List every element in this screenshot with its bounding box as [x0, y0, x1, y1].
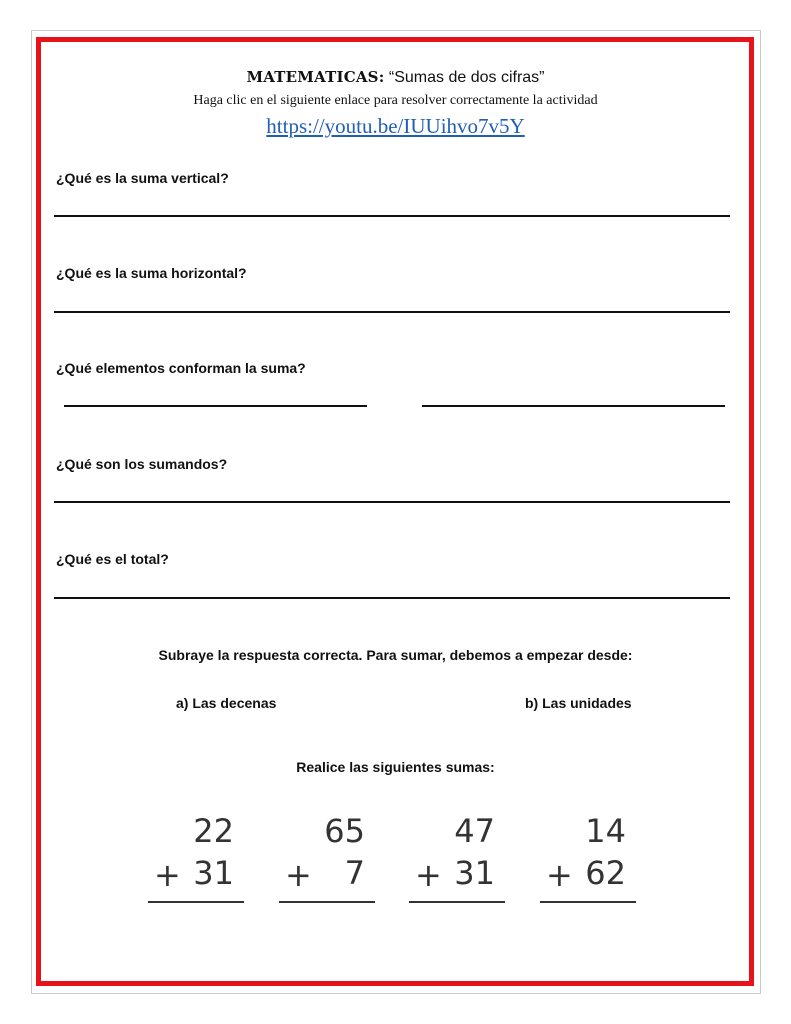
- answer-line-2[interactable]: [54, 311, 730, 313]
- sum-3-bottom: 31: [454, 854, 495, 892]
- sum-2-top: 65: [324, 812, 365, 850]
- sum-1: [148, 812, 244, 904]
- underline-prompt: Subraye la respuesta correcta. Para sumar, debemos a empezar desde:: [158, 647, 633, 663]
- sum-4-bottom: 62: [585, 854, 626, 892]
- sum-1-bottom: 31: [193, 854, 234, 892]
- title-subject: MATEMATICAS:: [246, 68, 385, 86]
- sums-title: Realice las siguientes sumas:: [296, 759, 495, 775]
- question-horizontal-sum: ¿Qué es la suma horizontal?: [56, 265, 247, 281]
- plus-sign: +: [285, 856, 312, 894]
- instruction-text: Haga clic en el siguiente enlace para resolver correctamente la actividad: [193, 93, 598, 108]
- sum-1-top: 22: [193, 812, 234, 850]
- plus-sign: +: [154, 856, 181, 894]
- sum-3: [409, 812, 505, 904]
- option-a[interactable]: a) Las decenas: [176, 695, 277, 711]
- answer-line-3b[interactable]: [422, 405, 725, 407]
- sum-4: [540, 812, 636, 904]
- sum-1-answer-bar[interactable]: [148, 901, 244, 903]
- sum-3-answer-bar[interactable]: [409, 901, 505, 903]
- video-link[interactable]: https://youtu.be/IUUihvo7v5Y: [266, 114, 525, 138]
- question-sum-elements: ¿Qué elementos conforman la suma?: [56, 360, 306, 376]
- option-b[interactable]: b) Las unidades: [525, 695, 632, 711]
- plus-sign: +: [546, 856, 573, 894]
- worksheet-title: [40, 68, 751, 87]
- question-addends: ¿Qué son los sumandos?: [56, 456, 228, 472]
- question-vertical-sum: ¿Qué es la suma vertical?: [56, 170, 229, 186]
- answer-line-1[interactable]: [54, 215, 730, 217]
- sum-3-top: 47: [454, 812, 495, 850]
- sum-2-answer-bar[interactable]: [279, 901, 375, 903]
- link-container: [40, 114, 751, 139]
- sum-4-top: 14: [585, 812, 626, 850]
- sum-4-answer-bar[interactable]: [540, 901, 636, 903]
- sum-2-bottom: 7: [344, 854, 365, 892]
- plus-sign: +: [415, 856, 442, 894]
- answer-line-5[interactable]: [54, 597, 730, 599]
- answer-line-3a[interactable]: [64, 405, 367, 407]
- question-total: ¿Qué es el total?: [56, 551, 169, 567]
- title-topic: “Sumas de dos cifras”: [384, 69, 545, 86]
- answer-line-4[interactable]: [54, 501, 730, 503]
- sum-2: [279, 812, 375, 904]
